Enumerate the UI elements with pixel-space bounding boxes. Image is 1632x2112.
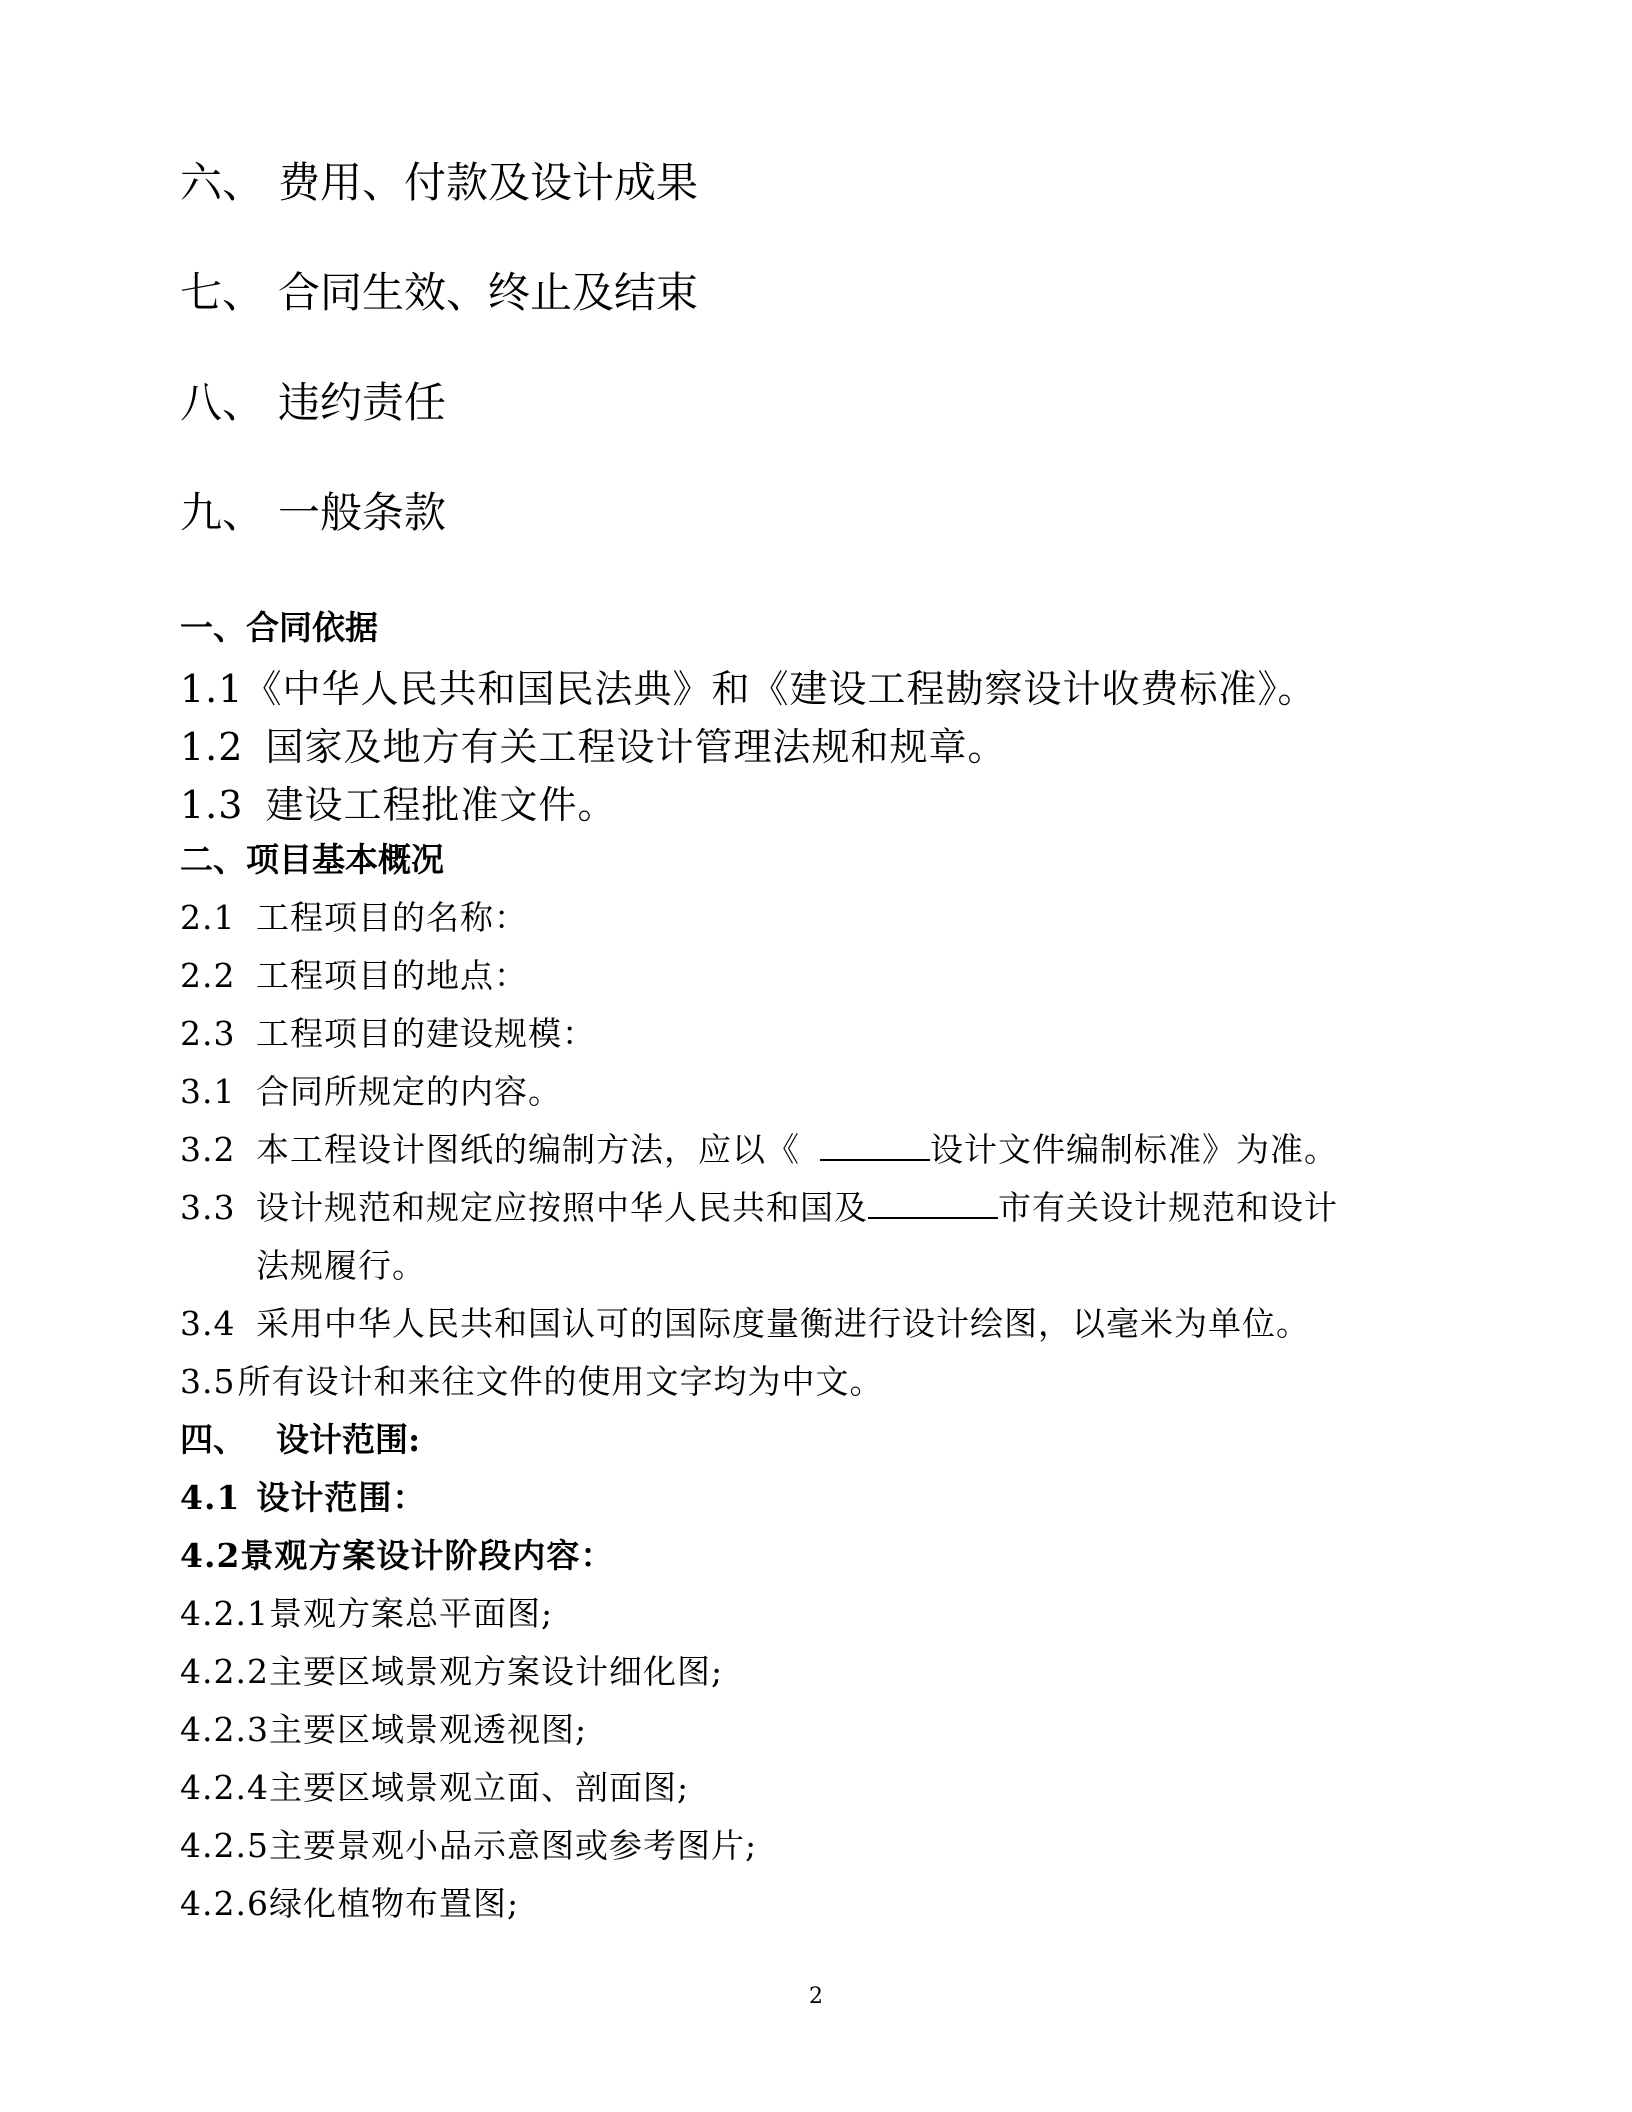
clause-4-2 <box>180 1530 614 1577</box>
clause-text: 工程项目的地点： <box>256 956 528 995</box>
clause-2-1 <box>180 892 528 939</box>
clause-number: 1.2 <box>180 725 244 769</box>
clause-text: 主要区域景观方案设计细化图; <box>268 1652 724 1691</box>
toc-text: 费用、付款及设计成果 <box>278 158 699 207</box>
clause-number: 4.2.5 <box>180 1826 269 1865</box>
clause-text: 采用中华人民共和国认可的国际度量衡进行设计绘图，以毫米为单位。 <box>256 1304 1310 1343</box>
clause-text-after: 市有关设计规范和设计 <box>998 1188 1338 1227</box>
clause-text: 主要景观小品示意图或参考图片; <box>268 1826 758 1865</box>
clause-number: 4.2 <box>180 1536 241 1575</box>
clause-text: 《中华人民共和国民法典》和《建设工程勘察设计收费标准》。 <box>243 667 1317 711</box>
clause-4-2-1 <box>180 1588 553 1635</box>
clause-number: 1.3 <box>180 783 244 827</box>
toc-number: 六、 <box>180 158 265 207</box>
toc-number: 九、 <box>180 488 265 537</box>
clause-number: 3.5 <box>180 1362 236 1401</box>
clause-text: 主要区域景观立面、剖面图; <box>268 1768 690 1807</box>
clause-text: 所有设计和来往文件的使用文字均为中文。 <box>237 1362 884 1401</box>
clause-text: 绿化植物布置图; <box>268 1884 520 1923</box>
clause-text: 工程项目的名称： <box>256 898 528 937</box>
clause-3-3-continuation: 法规履行。 <box>256 1246 426 1285</box>
clause-4-2-4 <box>180 1762 689 1809</box>
clause-text: 景观方案总平面图; <box>268 1594 554 1633</box>
clause-number: 4.2.6 <box>180 1884 269 1923</box>
clause-3-2 <box>180 1124 1338 1171</box>
clause-text: 国家及地方有关工程设计管理法规和规章。 <box>265 725 1007 769</box>
clause-number: 4.2.2 <box>180 1652 269 1691</box>
clause-number: 3.2 <box>180 1130 236 1169</box>
clause-number: 3.1 <box>180 1072 236 1111</box>
clause-number: 1.1 <box>180 667 244 711</box>
clause-number: 3.4 <box>180 1304 236 1343</box>
page-number: 2 <box>809 1984 823 2009</box>
clause-3-5 <box>180 1356 883 1403</box>
clause-4-2-2 <box>180 1646 723 1693</box>
toc-item-9 <box>180 480 446 540</box>
clause-2-3 <box>180 1008 596 1055</box>
clause-number: 2.3 <box>180 1014 236 1053</box>
clause-text: 合同所规定的内容。 <box>256 1072 562 1111</box>
toc-text: 违约责任 <box>278 378 447 427</box>
clause-text-after: 设计文件编制标准》为准。 <box>930 1130 1338 1169</box>
clause-number: 4.2.4 <box>180 1768 269 1807</box>
section-heading-overview: 二、项目基本概况 <box>180 840 444 879</box>
toc-number: 七、 <box>180 268 265 317</box>
clause-4-2-5 <box>180 1820 757 1867</box>
fill-in-blank <box>820 1129 930 1161</box>
clause-text: 建设工程批准文件。 <box>265 783 617 827</box>
toc-item-7 <box>180 260 698 320</box>
clause-text-before: 本工程设计图纸的编制方法，应以《 <box>256 1130 800 1169</box>
clause-number: 2.1 <box>180 898 236 937</box>
clause-1-2 <box>180 716 1006 771</box>
clause-4-2-3 <box>180 1704 587 1751</box>
clause-1-1 <box>180 658 1316 713</box>
section-number: 四、 <box>180 1420 246 1459</box>
section-title: 设计范围: <box>276 1420 421 1459</box>
toc-item-6 <box>180 150 698 210</box>
clause-4-1 <box>180 1472 426 1519</box>
clause-text: 设计范围： <box>256 1478 427 1517</box>
clause-2-2 <box>180 950 528 997</box>
clause-number: 4.2.3 <box>180 1710 269 1749</box>
clause-number: 3.3 <box>180 1188 236 1227</box>
clause-3-4 <box>180 1298 1310 1345</box>
toc-number: 八、 <box>180 378 265 427</box>
section-heading-basis: 一、合同依据 <box>180 608 378 647</box>
clause-text: 工程项目的建设规模： <box>256 1014 596 1053</box>
section-heading-scope <box>180 1414 420 1461</box>
clause-number: 4.1 <box>180 1478 241 1517</box>
clause-text: 主要区域景观透视图; <box>268 1710 588 1749</box>
clause-text: 景观方案设计阶段内容： <box>240 1536 615 1575</box>
toc-text: 合同生效、终止及结束 <box>278 268 699 317</box>
clause-4-2-6 <box>180 1878 519 1925</box>
fill-in-blank <box>868 1187 998 1219</box>
toc-item-8 <box>180 370 446 430</box>
clause-3-1 <box>180 1066 562 1113</box>
clause-text-before: 设计规范和规定应按照中华人民共和国及 <box>256 1188 868 1227</box>
clause-1-3 <box>180 774 616 829</box>
toc-text: 一般条款 <box>278 488 447 537</box>
clause-3-3 <box>180 1182 1338 1229</box>
clause-number: 2.2 <box>180 956 236 995</box>
clause-number: 4.2.1 <box>180 1594 269 1633</box>
